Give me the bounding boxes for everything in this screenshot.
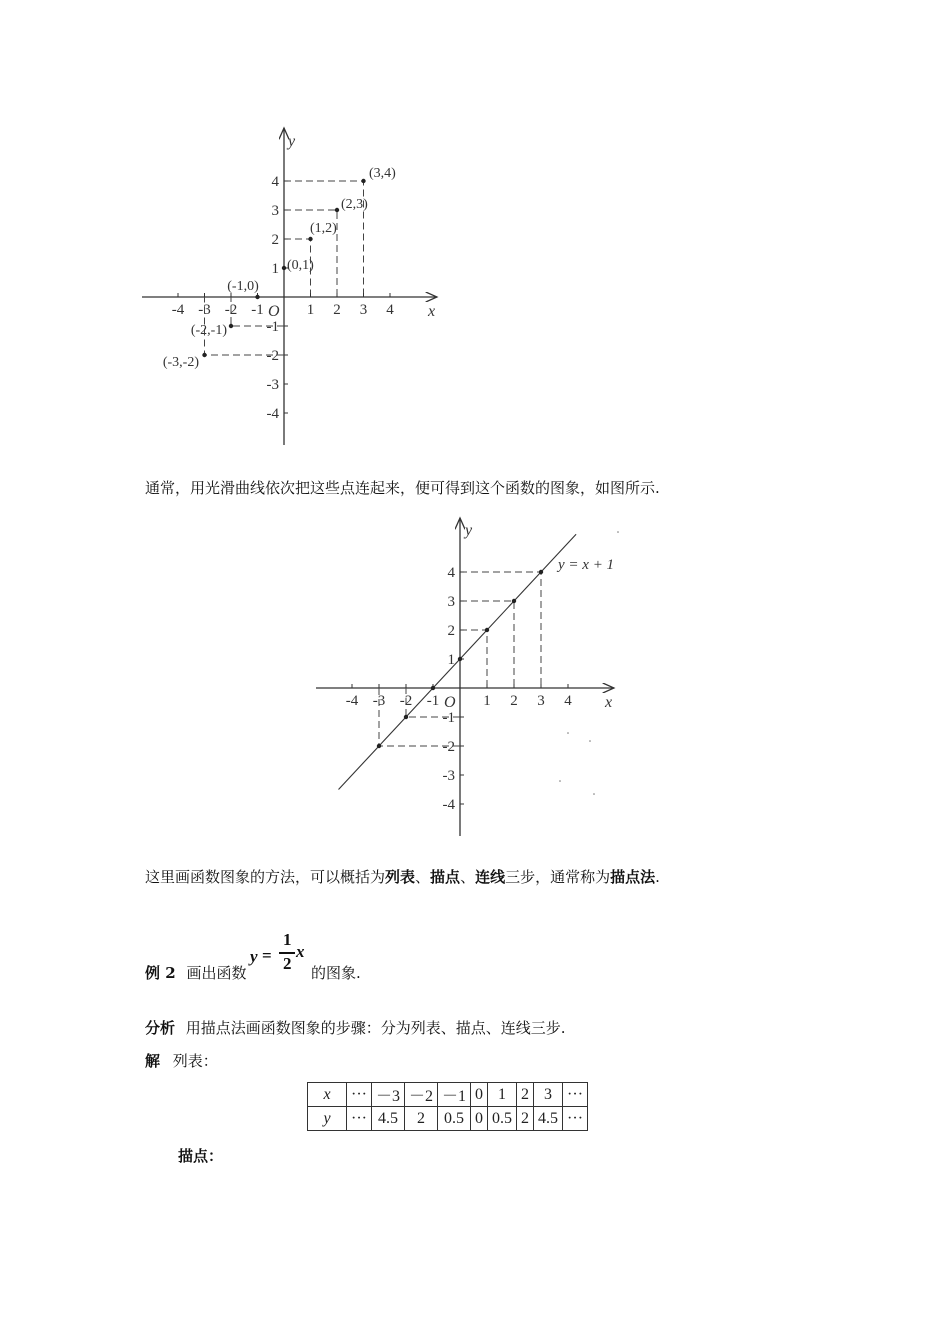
example-text: 画出函数	[186, 964, 247, 982]
table-row-x	[308, 1083, 588, 1107]
x-tick-label: 1	[483, 693, 491, 709]
example-label: 例 2	[145, 964, 176, 982]
text-segment: 这里画函数图象的方法，可以概括为	[145, 868, 386, 886]
solution-line	[145, 1050, 218, 1071]
analysis-text: 用描点法画函数图象的步骤：分为列表、描点、连线三步.	[185, 1019, 566, 1037]
y-tick-label: -3	[442, 768, 455, 784]
tick-labels	[346, 565, 573, 813]
table-cell: 0	[471, 1107, 488, 1131]
y-tick-label: -4	[442, 797, 455, 813]
y-tick-label: -1	[442, 710, 455, 726]
formula-y: y	[250, 947, 258, 966]
table-cell: －1	[438, 1083, 471, 1107]
origin-label: O	[444, 694, 456, 711]
x-axis-label: x	[605, 694, 613, 711]
analysis-line	[145, 1017, 566, 1038]
x-tick-label: 4	[386, 302, 394, 318]
data-point	[335, 208, 339, 212]
point-label: (1,2)	[310, 221, 337, 236]
table-cell: －3	[371, 1083, 404, 1107]
y-tick-label: -3	[266, 377, 279, 393]
table-row-header: y	[308, 1107, 347, 1131]
table-row-header: x	[308, 1083, 347, 1107]
solution-label: 解	[145, 1052, 161, 1070]
y-tick-label: 2	[447, 623, 455, 639]
x-tick-label: 2	[510, 693, 518, 709]
formula-denominator: 2	[283, 954, 292, 973]
point-label: (2,3)	[341, 197, 368, 212]
figure-2-line-graph	[310, 510, 640, 840]
y-axis-label: y	[465, 522, 473, 539]
x-tick-label: -4	[171, 302, 185, 318]
guide-line	[460, 630, 487, 688]
data-point	[361, 179, 365, 183]
table-cell: ···	[563, 1107, 588, 1131]
table-cell: 2	[517, 1107, 534, 1131]
table-cell: ···	[347, 1107, 372, 1131]
y-tick-label: -4	[266, 406, 279, 422]
data-point	[539, 570, 543, 574]
x-axis-label: x	[428, 303, 436, 320]
data-point	[377, 744, 381, 748]
table-cell: ···	[563, 1083, 588, 1107]
point-label: (-2,-1)	[190, 323, 227, 338]
tick-labels	[163, 166, 396, 422]
point-label: (3,4)	[369, 166, 396, 181]
y-tick-label: 3	[447, 594, 455, 610]
data-point	[485, 628, 489, 632]
term-list: 列表	[385, 868, 416, 886]
table-row-y	[308, 1107, 588, 1131]
table-cell: 1	[488, 1083, 517, 1107]
x-tick-label: -2	[399, 693, 413, 709]
x-tick-label: -2	[224, 302, 238, 318]
x-tick-label: 1	[306, 302, 315, 318]
text-segment: 三步，通常称为	[505, 868, 611, 886]
table-cell: －2	[405, 1083, 438, 1107]
table-cell: 2	[405, 1107, 438, 1131]
solution-text: 列表：	[172, 1052, 218, 1070]
x-tick-label: -3	[372, 693, 386, 709]
y-tick-label: 4	[447, 565, 455, 581]
y-axis-label: y	[288, 133, 296, 150]
example-text-after: 的图象.	[311, 964, 361, 982]
table-cell: 0.5	[488, 1107, 517, 1131]
data-point	[202, 353, 206, 357]
text-segment: 、	[460, 868, 476, 886]
x-tick-label: -1	[426, 693, 440, 709]
line-equation-label: y = x + 1	[558, 557, 615, 573]
data-point	[431, 686, 435, 690]
example-2-heading	[145, 962, 246, 983]
data-point	[229, 324, 233, 328]
term-connect: 连线	[475, 868, 506, 886]
data-point	[458, 657, 462, 661]
y-tick-label: -2	[266, 348, 279, 364]
formula-numerator: 1	[283, 930, 292, 949]
y-tick-label: 4	[271, 174, 279, 190]
y-tick-label: 1	[447, 652, 455, 668]
x-tick-label: 4	[564, 693, 572, 709]
table-cell: 2	[517, 1083, 534, 1107]
plot-step-label: 描点：	[178, 1147, 224, 1165]
x-tick-label: 3	[359, 302, 368, 318]
x-tick-label: 2	[333, 302, 341, 318]
point-label: (-1,0)	[227, 279, 259, 294]
table-cell: 0	[471, 1083, 488, 1107]
x-tick-label: -3	[198, 302, 211, 318]
text-segment: 、	[415, 868, 431, 886]
y-tick-label: -1	[266, 319, 279, 335]
data-point	[308, 237, 312, 241]
table-cell: 4.5	[534, 1107, 563, 1131]
paragraph-smooth-curve: 通常，用光滑曲线依次把这些点连起来，便可得到这个函数的图象，如图所示.	[145, 479, 660, 497]
figure-1-points-graph	[140, 120, 450, 450]
x-tick-label: -4	[345, 693, 359, 709]
table-cell: ···	[347, 1083, 372, 1107]
value-table	[307, 1082, 588, 1131]
data-point	[282, 266, 286, 270]
data-point	[512, 599, 516, 603]
table-cell: 4.5	[371, 1107, 404, 1131]
origin-label: O	[268, 303, 280, 320]
formula-x: x	[296, 942, 305, 961]
y-tick-label: 3	[271, 203, 279, 219]
data-point	[404, 715, 408, 719]
data-point	[255, 295, 259, 299]
analysis-label: 分析	[145, 1019, 176, 1037]
y-tick-label: 1	[271, 261, 279, 277]
x-tick-label: 3	[537, 693, 545, 709]
formula-equals: =	[262, 946, 272, 965]
x-tick-label: -1	[251, 302, 264, 318]
table-cell: 3	[534, 1083, 563, 1107]
term-plot: 描点	[430, 868, 461, 886]
table-cell: 0.5	[438, 1107, 471, 1131]
y-tick-label: 2	[271, 232, 279, 248]
text-segment: .	[655, 868, 660, 886]
point-label: (0,1)	[287, 258, 314, 273]
y-tick-label: -2	[442, 739, 455, 755]
point-label: (-3,-2)	[162, 355, 199, 370]
term-plotting-method: 描点法	[610, 868, 656, 886]
paragraph-method-summary	[145, 866, 660, 887]
